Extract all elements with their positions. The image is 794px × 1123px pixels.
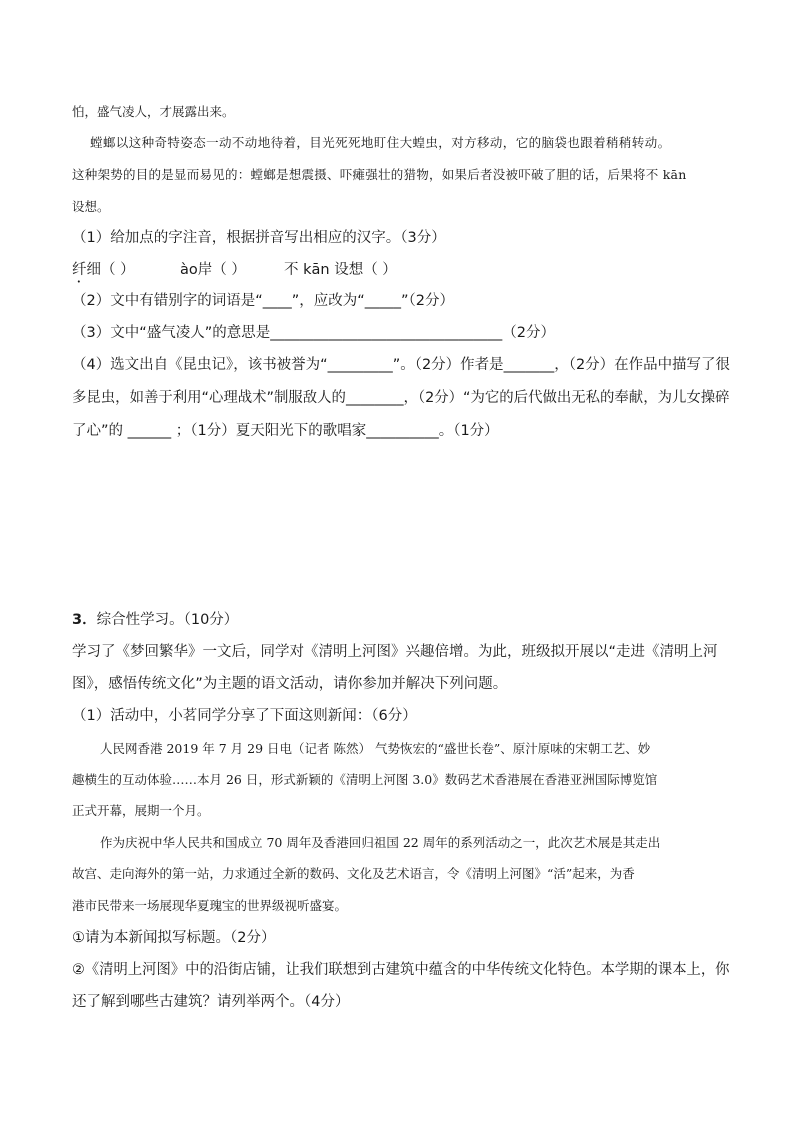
passage-line: 这种架势的目的是显而易见的：螳螂是想震摄、吓瘫强壮的猎物，如果后者没被吓破了胆的话，后果将不 kān <box>72 167 687 182</box>
dotted-char: 纤 <box>72 262 87 278</box>
news-line: 港市民带来一场展现华夏瑰宝的世界级视听盛宴。 <box>72 898 348 913</box>
question-item: ②《清明上河图》中的沿街店铺，让我们联想到古建筑中蕴含的中华传统文化特色。本学期的课本上，你 <box>72 962 730 978</box>
pinyin-item <box>284 260 397 280</box>
blank-paren: 细（ ） <box>86 262 135 278</box>
question-item: ①请为本新闻拟写标题。（2分） <box>72 930 276 946</box>
question-text: （1）给加点的字注音，根据拼音写出相应的汉字。（3分） <box>72 230 446 246</box>
pinyin-item <box>180 260 246 280</box>
pinyin: kān <box>303 262 330 278</box>
news-line: 正式开幕，展期一个月。 <box>72 803 210 818</box>
intro-line: 学习了《梦回繁华》一文后，同学对《清明上河图》兴趣倍增。为此，班级拟开展以“走进《清明上河 <box>72 644 718 660</box>
blank-paren: 设想（ ） <box>334 262 397 278</box>
prefix-char: 不 <box>284 262 299 278</box>
pinyin-item <box>72 260 135 286</box>
passage-line: 螳螂以这种奇特姿态一动不动地待着，目光死死地盯住大蝗虫，对方移动，它的脑袋也跟着稍稍转动。 <box>90 135 671 150</box>
question-item: 还了解到哪些古建筑？请列举两个。（4分） <box>72 994 350 1010</box>
pinyin: ào <box>180 262 198 278</box>
news-line: 人民网香港 2019 年 7 月 29 日电（记者 陈然） 气势恢宏的“盛世长卷”、原汁原味的宋朝工艺、妙 <box>100 741 651 756</box>
news-line: 故宫、走向海外的第一站，力求通过全新的数码、文化及艺术语言，令《清明上河图》“活”起来，为香 <box>72 866 635 881</box>
blank-paren: 岸（ ） <box>197 262 246 278</box>
passage-line: 怕，盛气凌人，才展露出来。 <box>72 104 235 119</box>
section-number: 3． <box>72 612 97 628</box>
intro-line: 图》，感悟传统文化”为主题的语文活动，请你参加并解决下列问题。 <box>72 676 508 692</box>
question-text: （2）文中有错别字的词语是“____”，应改为“_____”（2分） <box>72 293 454 309</box>
question-text: （1）活动中，小茗同学分享了下面这则新闻：（6分） <box>72 708 417 724</box>
passage-line: 设想。 <box>72 199 110 214</box>
section-title: 综合性学习。（10分） <box>96 612 239 628</box>
news-line: 作为庆祝中华人民共和国成立 70 周年及香港回归祖国 22 周年的系列活动之一，此次艺术展是其走出 <box>100 835 661 850</box>
question-text: 了心”的 ______ ；（1分）夏天阳光下的歌唱家__________。（1分） <box>72 423 499 439</box>
news-line: 趣横生的互动体验……本月 26 日，形式新颖的《清明上河图 3.0》数码艺术香港展在香港亚洲国际博览馆 <box>72 772 658 787</box>
question-text: （3）文中“盛气凌人”的意思是________________________________（2分） <box>72 325 555 341</box>
question-text: （4）选文出自《昆虫记》，该书被誉为“_________”。（2分）作者是_______，（2分）在作品中描写了很 <box>72 357 730 373</box>
section-heading <box>72 610 238 630</box>
question-text: 多昆虫，如善于利用“心理战术”制服敌人的________，（2分）“为它的后代做出无私的奉献，为儿女操碎 <box>72 390 730 406</box>
